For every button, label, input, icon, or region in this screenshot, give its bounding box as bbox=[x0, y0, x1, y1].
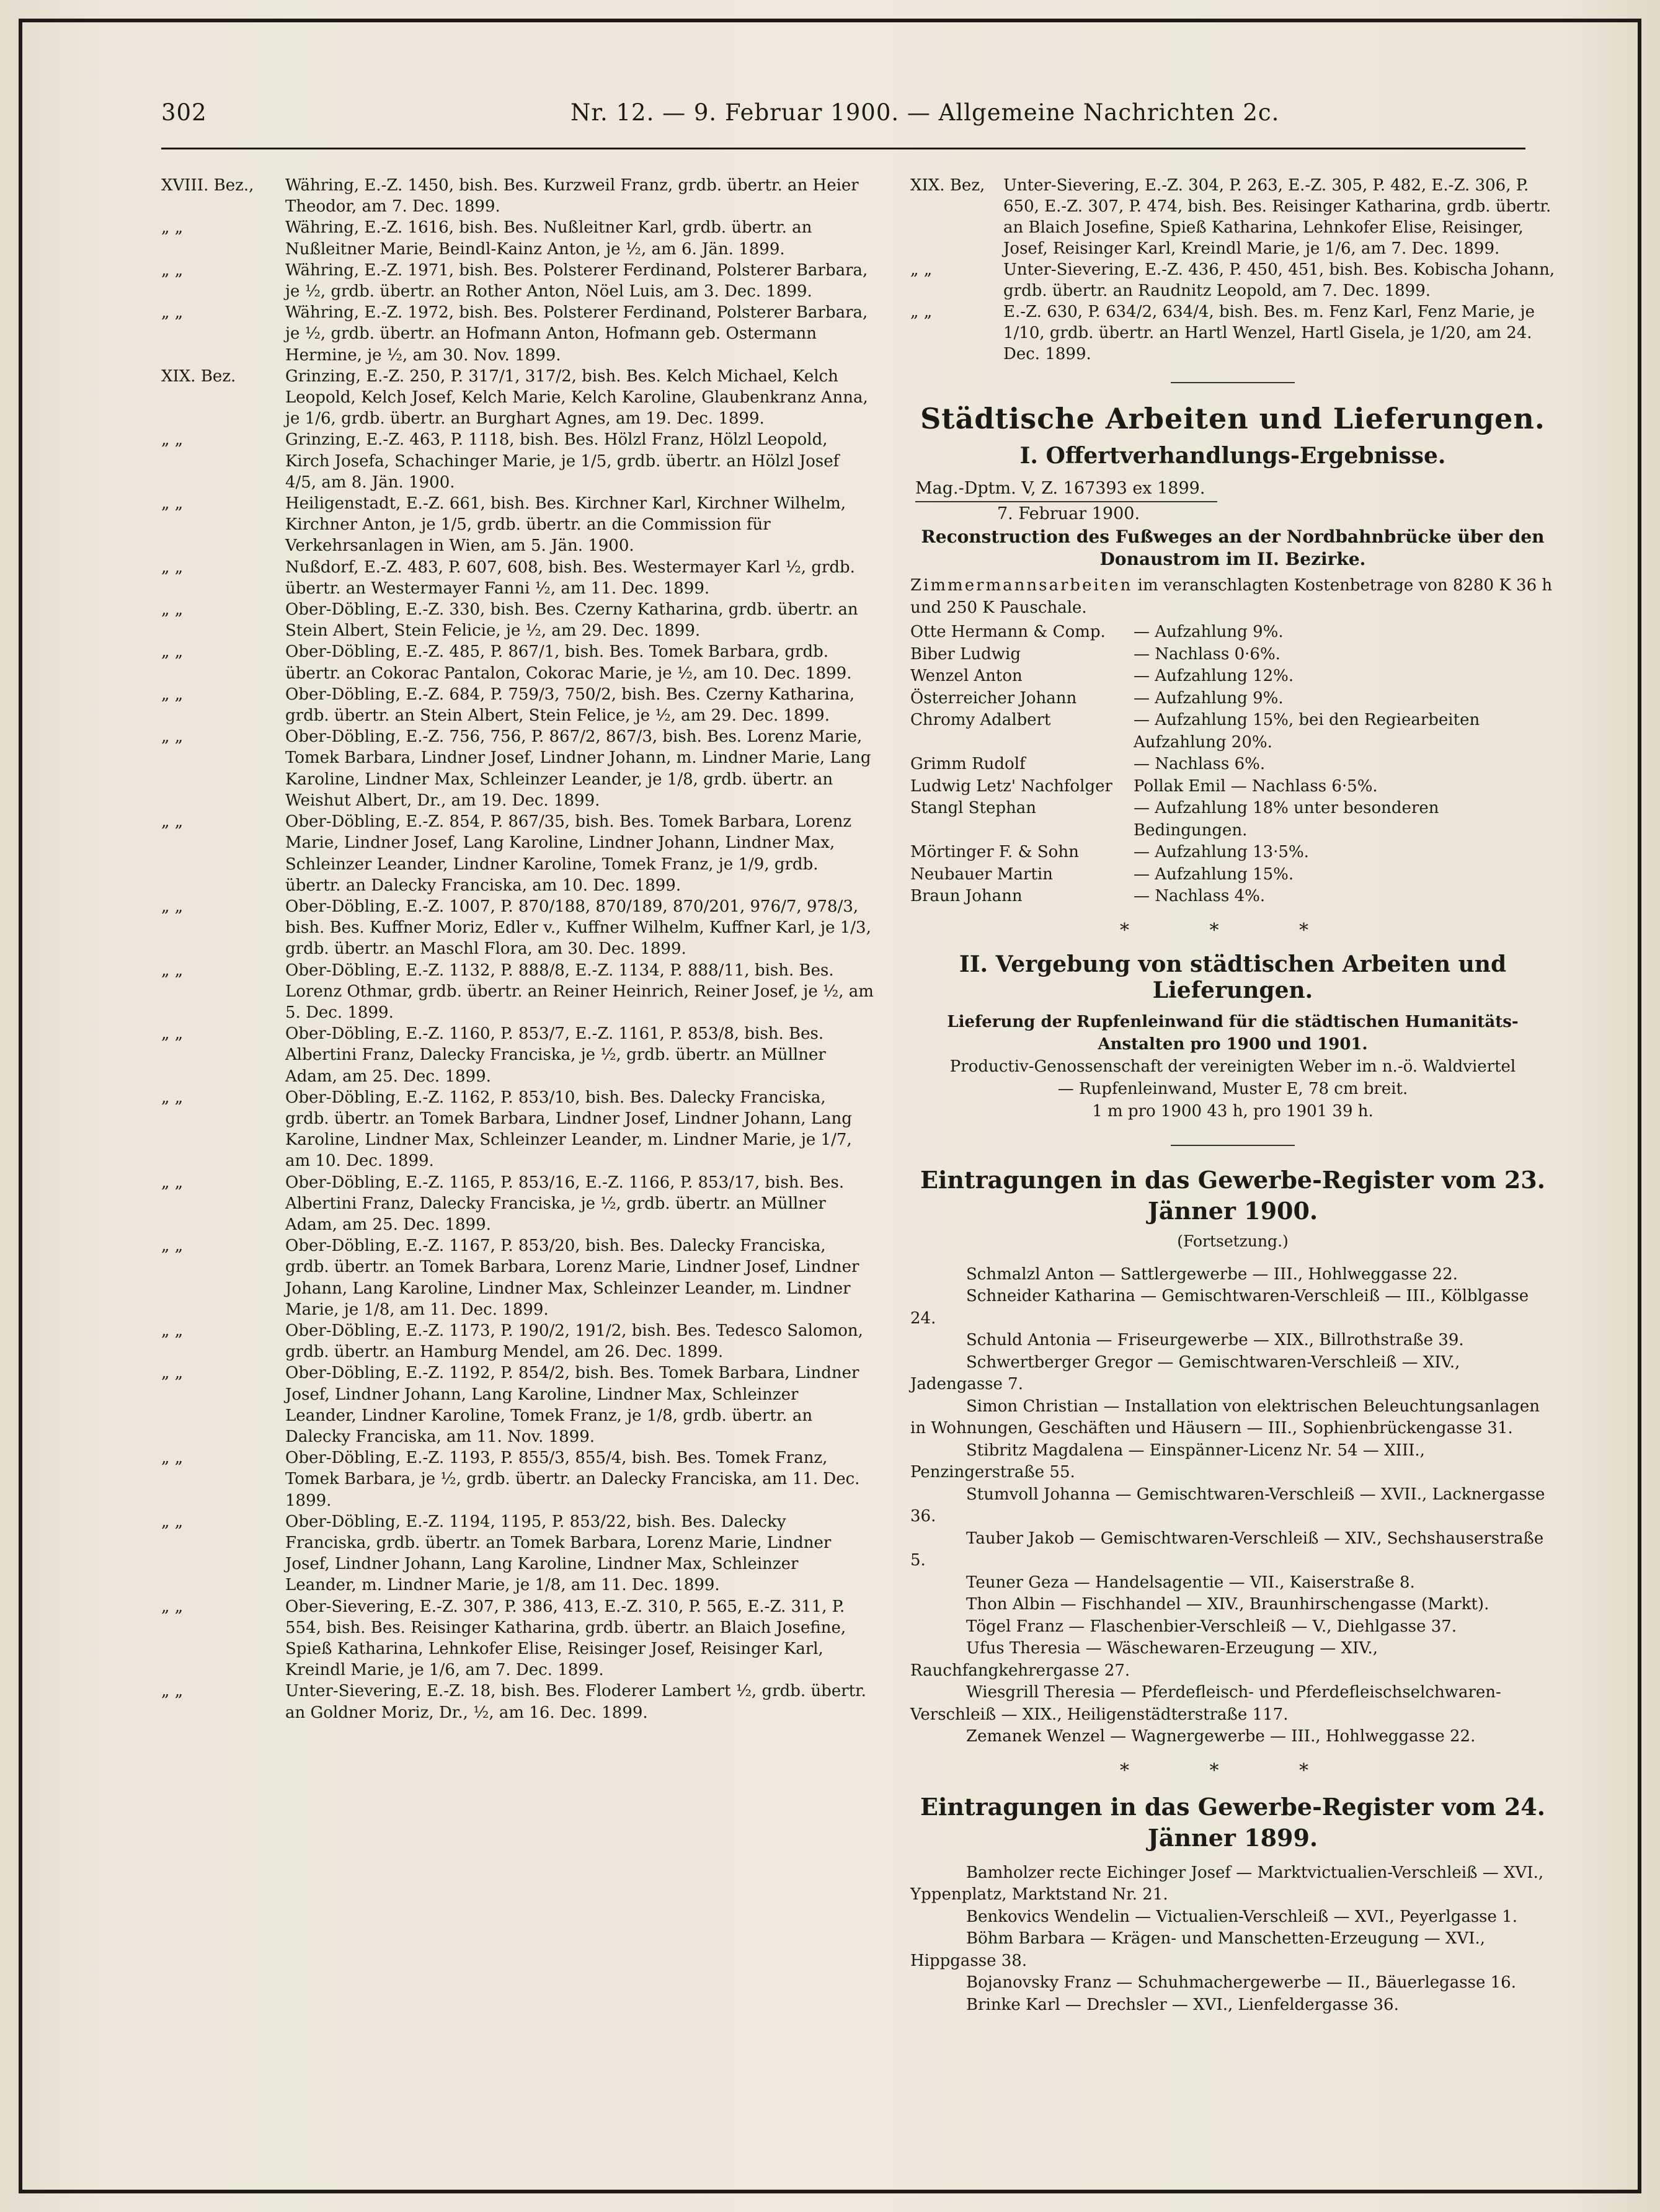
register-line: Simon Christian — Installation von elektrischen Beleuchtungsanlagen in Wohnungen, Geschäften und Häusern — III., Sophienbrückengasse 31. bbox=[910, 1397, 1540, 1437]
register1-title: Eintragungen in das Gewerbe-Register vom 23. Jänner 1900. bbox=[920, 1165, 1545, 1225]
entry-text: Grinzing, E.-Z. 463, P. 1118, bish. Bes. Hölzl Franz, Hölzl Leopold, Kirch Josefa, Schachinger Marie, je 1/5, grdb. übertr. an Hölzl Josef 4/5, am 8. Jän. 1900. bbox=[285, 430, 840, 492]
entry-label: „ „ bbox=[161, 961, 184, 980]
register-line: Tögel Franz — Flaschenbier-Verschleiß — V., Diehlgasse 37. bbox=[966, 1617, 1457, 1636]
register-entry bbox=[910, 301, 1555, 365]
divider bbox=[1171, 1145, 1295, 1146]
divider bbox=[1171, 382, 1295, 383]
page-number: 302 bbox=[161, 99, 207, 126]
register-line: Zemanek Wenzel — Wagnergewerbe — III., Hohlweggasse 22. bbox=[966, 1727, 1476, 1746]
entry-label: „ „ bbox=[161, 303, 184, 322]
register-line: Schuld Antonia — Friseurgewerbe — XIX., Billrothstraße 39. bbox=[966, 1331, 1464, 1349]
entry-label: XIX. Bez, bbox=[910, 176, 985, 195]
entry-label: „ „ bbox=[161, 218, 184, 238]
register-entry bbox=[161, 684, 874, 726]
register-entry bbox=[161, 1087, 874, 1172]
section-stars: * * * bbox=[1119, 919, 1346, 941]
entry-text: Nußdorf, E.-Z. 483, P. 607, 608, bish. Bes. Westermayer Karl ½, grdb. übertr. an Westermayer Fanni ½, am 11. Dec. 1899. bbox=[285, 557, 855, 598]
entry-label: „ „ bbox=[161, 430, 184, 450]
entry-label: „ „ bbox=[161, 897, 184, 916]
entry-label: „ „ bbox=[161, 1088, 184, 1107]
entry-label: XVIII. Bez., bbox=[161, 176, 254, 195]
entry-text: Ober-Döbling, E.-Z. 1192, P. 854/2, bish. Bes. Tomek Barbara, Lindner Josef, Lindner Johann, Lang Karoline, Lindner Max, Schleinzer Leander, Lindner Karoline, Tomek Franz, je 1/8, grdb. übertr. an Dalecky Franciska, am 11. Nov. 1899. bbox=[285, 1364, 859, 1446]
bid-row bbox=[910, 688, 1555, 710]
register-entry bbox=[161, 1172, 874, 1236]
register-line: Stumvoll Johanna — Gemischtwaren-Verschleiß — XVII., Lacknergasse 36. bbox=[910, 1485, 1545, 1526]
bid-firm: Braun Johann bbox=[910, 887, 1023, 905]
entry-label: „ „ bbox=[910, 303, 933, 321]
entry-label: „ „ bbox=[161, 642, 184, 662]
entry-label: „ „ bbox=[161, 557, 184, 577]
entry-text: Grinzing, E.-Z. 250, P. 317/1, 317/2, bish. Bes. Kelch Michael, Kelch Leopold, Kelch Josef, Kelch Marie, Kelch Karoline, Glaubenkranz Anna, je 1/6, grdb. übertr. an Burghart Agnes, am 19. Dec. 1899. bbox=[285, 366, 868, 429]
bid-firm: Wenzel Anton bbox=[910, 667, 1023, 685]
entry-text: Ober-Döbling, E.-Z. 1132, P. 888/8, E.-Z. 1134, P. 888/11, bish. Bes. Lorenz Othmar, grdb. übertr. an Reiner Heinrich, Reiner Josef, je ½, am 5. Dec. 1899. bbox=[285, 961, 874, 1022]
entry-label: „ „ bbox=[161, 685, 184, 704]
bid-firm: Grimm Rudolf bbox=[910, 755, 1026, 773]
bid-firm: Otte Hermann & Comp. bbox=[910, 623, 1106, 641]
register-entry bbox=[161, 1511, 874, 1596]
register-line: Thon Albin — Fischhandel — XIV., Braunhirschengasse (Markt). bbox=[966, 1595, 1489, 1614]
entry-text: Unter-Sievering, E.-Z. 18, bish. Bes. Floderer Lambert ½, grdb. übertr. an Goldner Moriz, Dr., ½, am 16. Dec. 1899. bbox=[285, 1682, 866, 1722]
entry-label: „ „ bbox=[161, 1597, 184, 1616]
entry-text: Ober-Döbling, E.-Z. 485, P. 867/1, bish. Bes. Tomek Barbara, grdb. übertr. an Cokorac Pantalon, Cokorac Marie, je ½, am 10. Dec. 1899. bbox=[285, 642, 852, 683]
delivery-text-2: — Rupfenleinwand, Muster E, 78 cm breit. bbox=[1057, 1079, 1408, 1098]
register-line: Stibritz Magdalena — Einspänner-Licenz Nr. 54 — XIII., Penzingerstraße 55. bbox=[910, 1441, 1425, 1481]
register-entry bbox=[161, 493, 874, 557]
register-entry bbox=[161, 1681, 874, 1723]
register-line: Wiesgrill Theresia — Pferdefleisch- und Pferdefleischselchwaren-Verschleiß — XIX., Heiligenstädterstraße 117. bbox=[910, 1683, 1501, 1724]
register-line: Ufus Theresia — Wäschewaren-Erzeugung — XIV., Rauchfangkehrergasse 27. bbox=[910, 1639, 1378, 1680]
section-title-staedtische: Städtische Arbeiten und Lieferungen. bbox=[920, 402, 1545, 435]
bid-row bbox=[910, 797, 1555, 842]
register-entry bbox=[161, 960, 874, 1024]
bid-row bbox=[910, 621, 1555, 644]
bid-firm: Chromy Adalbert bbox=[910, 711, 1051, 729]
entry-label: „ „ bbox=[161, 494, 184, 513]
entry-text: Ober-Döbling, E.-Z. 1165, P. 853/16, E.-Z. 1166, P. 853/17, bish. Bes. Albertini Franz, Dalecky Franciska, je ½, grdb. übertr. an Müllner Adam, am 25. Dec. 1899. bbox=[285, 1173, 845, 1234]
register-entry bbox=[161, 1235, 874, 1320]
bid-firm: Stangl Stephan bbox=[910, 799, 1037, 817]
entry-text: Ober-Sievering, E.-Z. 307, P. 386, 413, E.-Z. 310, P. 565, E.-Z. 311, P. 554, bish. Bes. Reisinger Katharina, grdb. übertr. an Blaich Josefine, Spieß Katharina, Lehnkofer Elise, Reisinger Josef, Reisinger Karl, Kreindl Marie, je 1/6, am 7. Dec. 1899. bbox=[285, 1597, 846, 1680]
bids-table bbox=[910, 621, 1555, 908]
register-line: Schwertberger Gregor — Gemischtwaren-Verschleiß — XIV., Jadengasse 7. bbox=[910, 1353, 1460, 1393]
register-entry bbox=[161, 599, 874, 641]
bid-firm: Österreicher Johann bbox=[910, 688, 1077, 708]
subsection-title-vergebung: II. Vergebung von städtischen Arbeiten und Lieferungen. bbox=[959, 951, 1507, 1003]
register-entry bbox=[161, 896, 874, 960]
entry-text: Währing, E.-Z. 1450, bish. Bes. Kurzweil Franz, grdb. übertr. an Heier Theodor, am 7. Dec. 1899. bbox=[285, 176, 859, 216]
entry-label: XIX. Bez. bbox=[161, 366, 236, 386]
bid-row bbox=[910, 886, 1555, 908]
bid-offer: — Aufzahlung 9%. bbox=[1134, 623, 1284, 641]
entry-text: Ober-Döbling, E.-Z. 330, bish. Bes. Czerny Katharina, grdb. übertr. an Stein Albert, Stein Felicie, je ½, am 29. Dec. 1899. bbox=[285, 600, 858, 641]
entry-text: Ober-Döbling, E.-Z. 1167, P. 853/20, bish. Bes. Dalecky Franciska, grdb. übertr. an Tomek Barbara, Lorenz Marie, Lindner Josef, Lindner Johann, Lang Karoline, Lindner Max, Schleinzer Leander, m. Lindner Marie, je 1/8, am 11. Dec. 1899. bbox=[285, 1237, 859, 1319]
bid-offer: — Nachlass 0·6%. bbox=[1134, 644, 1281, 664]
entry-text: Ober-Döbling, E.-Z. 1160, P. 853/7, E.-Z. 1161, P. 853/8, bish. Bes. Albertini Franz, Dalecky Franciska, je ½, grdb. übertr. an Müllner Adam, am 25. Dec. 1899. bbox=[285, 1024, 826, 1086]
register-entry bbox=[161, 1023, 874, 1087]
bid-firm: Neubauer Martin bbox=[910, 864, 1053, 884]
bid-offer: Pollak Emil — Nachlass 6·5%. bbox=[1134, 776, 1378, 796]
register-line: Schmalzl Anton — Sattlergewerbe — III., Hohlweggasse 22. bbox=[966, 1264, 1458, 1284]
entry-label: „ „ bbox=[161, 812, 184, 832]
entry-text: E.-Z. 630, P. 634/2, 634/4, bish. Bes. m. Fenz Karl, Fenz Marie, je 1/10, grdb. übertr. an Hartl Wenzel, Hartl Gisela, je 1/20, am 24. Dec. 1899. bbox=[1003, 303, 1535, 363]
register-entry bbox=[161, 1447, 874, 1511]
entry-label: „ „ bbox=[161, 1173, 184, 1192]
bid-offer: — Aufzahlung 18% unter besonderen Bedingungen. bbox=[1134, 799, 1439, 840]
entry-label: „ „ bbox=[161, 260, 184, 280]
bid-offer: — Nachlass 4%. bbox=[1134, 887, 1266, 905]
register-entry bbox=[161, 366, 874, 430]
left-column bbox=[161, 175, 874, 1723]
delivery-title: Lieferung der Rupfenleinwand für die städtischen Humanitäts-Anstalten pro 1900 und 1901. bbox=[947, 1012, 1519, 1054]
mag-reference: Mag.-Dptm. V, Z. 167393 ex 1899. bbox=[915, 476, 1217, 502]
entry-label: „ „ bbox=[161, 1364, 184, 1383]
bid-offer: — Aufzahlung 12%. bbox=[1134, 667, 1294, 685]
register-line: Teuner Geza — Handelsagentie — VII., Kaiserstraße 8. bbox=[966, 1573, 1415, 1592]
delivery-text-1: Productiv-Genossenschaft der vereinigten Weber im n.-ö. Waldviertel bbox=[949, 1057, 1516, 1076]
subsection-title-offert: I. Offertverhandlungs-Ergebnisse. bbox=[1019, 443, 1446, 469]
bid-row bbox=[910, 776, 1555, 798]
entry-label: „ „ bbox=[161, 1237, 184, 1256]
register2-list bbox=[910, 1862, 1555, 2017]
bid-row bbox=[910, 753, 1555, 776]
entry-text: Währing, E.-Z. 1971, bish. Bes. Polsterer Ferdinand, Polsterer Barbara, je ½, grdb. übertr. an Rother Anton, Nöel Luis, am 3. Dec. 1899. bbox=[285, 260, 868, 301]
entry-label: „ „ bbox=[161, 1024, 184, 1044]
register-stars: * * * bbox=[1119, 1759, 1346, 1782]
entry-text: Heiligenstadt, E.-Z. 661, bish. Bes. Kirchner Karl, Kirchner Wilhelm, Kirchner Anton, je 1/5, grdb. übertr. an die Commission für Verkehrsanlagen in Wien, am 5. Jän. 1900. bbox=[285, 494, 846, 556]
entry-text: Ober-Döbling, E.-Z. 1194, 1195, P. 853/22, bish. Bes. Dalecky Franciska, grdb. übertr. an Tomek Barbara, Lorenz Marie, Lindner Josef, Lindner Johann, Lang Karoline, Lindner Max, Schleinzer Leander, m. Lindner Marie, je 1/8, am 11. Dec. 1899. bbox=[285, 1512, 832, 1595]
bid-firm: Mörtinger F. & Sohn bbox=[910, 843, 1079, 861]
bid-row bbox=[910, 665, 1555, 688]
entry-text: Unter-Sievering, E.-Z. 304, P. 263, E.-Z. 305, P. 482, E.-Z. 306, P. 650, E.-Z. 307, P. 474, bish. Bes. Reisinger Katharina, grdb. übertr. an Blaich Josefine, Spieß Katharina, Lehnkofer Elise, Reisinger, Josef, Reisinger Karl, Kreindl Marie, je 1/6, am 7. Dec. 1899. bbox=[1003, 176, 1551, 258]
bid-firm: Biber Ludwig bbox=[910, 644, 1021, 664]
bid-offer: — Aufzahlung 9%. bbox=[1134, 688, 1284, 708]
page-title: Nr. 12. — 9. Februar 1900. — Allgemeine Nachrichten 2c. bbox=[570, 99, 1280, 126]
bid-row bbox=[910, 709, 1555, 753]
register-line: Bamholzer recte Eichinger Josef — Marktvictualien-Verschleiß — XVI., Yppenplatz, Marktstand Nr. 21. bbox=[910, 1863, 1544, 1904]
entry-label: „ „ bbox=[161, 600, 184, 620]
register1-list bbox=[910, 1264, 1555, 1748]
register-entry bbox=[910, 259, 1555, 301]
register-line: Bojanovsky Franz — Schuhmachergewerbe — II., Bäuerlegasse 16. bbox=[966, 1973, 1516, 1992]
entry-text: Währing, E.-Z. 1616, bish. Bes. Nußleitner Karl, grdb. übertr. an Nußleitner Marie, Beindl-Kainz Anton, je ½, am 6. Jän. 1899. bbox=[285, 218, 812, 259]
register-entry bbox=[161, 1596, 874, 1681]
bid-row bbox=[910, 644, 1555, 666]
entry-text: Währing, E.-Z. 1972, bish. Bes. Polsterer Ferdinand, Polsterer Barbara, je ½, grdb. übertr. an Hofmann Anton, Hofmann geb. Ostermann Hermine, je ½, am 30. Nov. 1899. bbox=[285, 303, 868, 365]
entry-label: „ „ bbox=[161, 1449, 184, 1468]
register-entry bbox=[161, 811, 874, 896]
work-lead: Zimmermannsarbeiten bbox=[910, 576, 1133, 595]
register-entry bbox=[161, 260, 874, 302]
bid-offer: — Nachlass 6%. bbox=[1134, 755, 1266, 773]
right-entries bbox=[910, 175, 1555, 365]
register-entry bbox=[161, 726, 874, 811]
register-entry bbox=[161, 217, 874, 259]
entry-label: „ „ bbox=[161, 1321, 184, 1340]
register1-subtitle: (Fortsetzung.) bbox=[1177, 1232, 1289, 1250]
entry-text: Ober-Döbling, E.-Z. 1193, P. 855/3, 855/4, bish. Bes. Tomek Franz, Tomek Barbara, je ½, grdb. übertr. an Dalecky Franciska, am 11. Dec. 1899. bbox=[285, 1449, 860, 1510]
register-line: Brinke Karl — Drechsler — XVI., Lienfeldergasse 36. bbox=[966, 1995, 1399, 2014]
register2-title: Eintragungen in das Gewerbe-Register vom 24. Jänner 1899. bbox=[920, 1792, 1545, 1852]
bid-row bbox=[910, 864, 1555, 886]
bid-offer: — Aufzahlung 15%. bbox=[1134, 864, 1294, 884]
entry-text: Ober-Döbling, E.-Z. 1173, P. 190/2, 191/2, bish. Bes. Tedesco Salomon, grdb. übertr. an Hamburg Mendel, am 26. Dec. 1899. bbox=[285, 1321, 863, 1362]
entry-label: „ „ bbox=[161, 727, 184, 747]
head-rule bbox=[161, 148, 1525, 149]
entry-text: Unter-Sievering, E.-Z. 436, P. 450, 451, bish. Bes. Kobischa Johann, grdb. übertr. an Raudnitz Leopold, am 7. Dec. 1899. bbox=[1003, 260, 1555, 300]
register-entry bbox=[161, 557, 874, 599]
register-entry bbox=[161, 641, 874, 683]
register-line: Tauber Jakob — Gemischtwaren-Verschleiß — XIV., Sechshauserstraße 5. bbox=[910, 1529, 1544, 1570]
register-entry bbox=[161, 302, 874, 366]
work-description bbox=[910, 574, 1555, 619]
entry-text: Ober-Döbling, E.-Z. 854, P. 867/35, bish. Bes. Tomek Barbara, Lorenz Marie, Lindner Josef, Lang Karoline, Lindner Johann, Lindner Max, Schleinzer Leander, Lindner Karoline, Tomek Franz, je 1/9, grdb. übertr. an Dalecky Franciska, am 10. Dec. 1899. bbox=[285, 812, 852, 895]
project-title: Reconstruction des Fußweges an der Nordbahnbrücke über den Donaustrom im II. Bezirke. bbox=[921, 526, 1545, 569]
entry-label: „ „ bbox=[910, 260, 933, 279]
entry-label: „ „ bbox=[161, 1512, 184, 1531]
entry-label: „ „ bbox=[161, 1682, 184, 1701]
register-entry bbox=[161, 429, 874, 493]
right-column bbox=[910, 175, 1555, 2016]
bid-offer: — Aufzahlung 13·5%. bbox=[1134, 843, 1309, 861]
register-entry bbox=[161, 1362, 874, 1447]
offer-date: 7. Februar 1900. bbox=[997, 504, 1140, 523]
entry-text: Ober-Döbling, E.-Z. 1162, P. 853/10, bish. Bes. Dalecky Franciska, grdb. übertr. an Tomek Barbara, Lindner Josef, Lindner Johann, Lang Karoline, Lindner Max, Schleinzer Leander, m. Lindner Marie, je 1/7, am 10. Dec. 1899. bbox=[285, 1088, 852, 1171]
register-line: Schneider Katharina — Gemischtwaren-Verschleiß — III., Kölblgasse 24. bbox=[910, 1287, 1529, 1328]
bid-firm: Ludwig Letz' Nachfolger bbox=[910, 776, 1112, 796]
entry-text: Ober-Döbling, E.-Z. 1007, P. 870/188, 870/189, 870/201, 976/7, 978/3, bish. Bes. Kuffner Moriz, Edler v., Kuffner Wilhelm, Kuffner Karl, je 1/3, grdb. übertr. an Maschl Flora, am 30. Dec. 1899. bbox=[285, 897, 871, 959]
entry-text: Ober-Döbling, E.-Z. 756, 756, P. 867/2, 867/3, bish. Bes. Lorenz Marie, Tomek Barbara, Lindner Josef, Lindner Johann, m. Lindner Marie, Lang Karoline, Lindner Max, Schleinzer Leander, je 1/8, grdb. übertr. an Weishut Albert, Dr., am 19. Dec. 1899. bbox=[285, 727, 871, 810]
register-line: Böhm Barbara — Krägen- und Manschetten-Erzeugung — XVI., Hippgasse 38. bbox=[910, 1929, 1485, 1970]
register-line: Benkovics Wendelin — Victualien-Verschleiß — XVI., Peyerlgasse 1. bbox=[966, 1907, 1517, 1926]
bid-row bbox=[910, 842, 1555, 864]
work-text: im veranschlagten Kostenbetrage von 8280 K 36 h und 250 K Pauschale. bbox=[910, 576, 1553, 617]
register-entry bbox=[161, 175, 874, 217]
register-entry bbox=[161, 1320, 874, 1362]
entry-text: Ober-Döbling, E.-Z. 684, P. 759/3, 750/2, bish. Bes. Czerny Katharina, grdb. übertr. an Stein Albert, Stein Felice, je ½, am 29. Dec. 1899. bbox=[285, 685, 855, 726]
delivery-text-3: 1 m pro 1900 43 h, pro 1901 39 h. bbox=[1092, 1101, 1374, 1121]
register-entry bbox=[910, 175, 1555, 259]
bid-offer: — Aufzahlung 15%, bei den Regiearbeiten Aufzahlung 20%. bbox=[1134, 711, 1480, 752]
